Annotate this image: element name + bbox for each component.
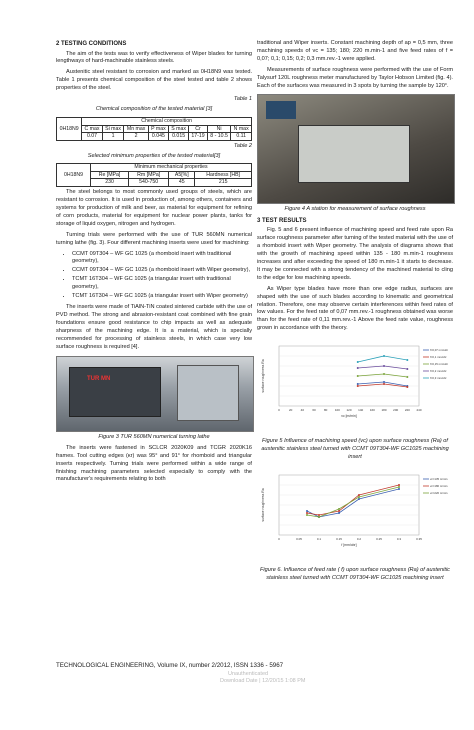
journal-footer: TECHNOLOGICAL ENGINEERING, Volume IX, number 2/2012, ISSN 1336 - 5967 <box>56 662 284 669</box>
lathe-panel <box>69 367 161 417</box>
data-point <box>383 365 385 367</box>
paragraph: traditional and Wiper inserts. Constant machining depth of ap = 0,5 mm, three machining speeds of vc = 135; 180; 220 m.min-1 and five feed rates of f = 0,07; 0,1; 0,15; 0,2; 0,3 mm.rev.-1 were applied. <box>257 40 453 62</box>
table-header-cell: Cr <box>189 125 208 133</box>
x-tick-label: 0.05 <box>296 537 302 542</box>
x-tick-label: 0 <box>278 537 280 542</box>
data-point <box>398 488 400 490</box>
data-point <box>318 516 320 518</box>
table-label: Table 2 <box>233 142 252 149</box>
right-column <box>257 40 453 586</box>
data-point <box>318 514 320 516</box>
data-point <box>398 484 400 486</box>
x-tick-label: 180 <box>381 408 387 413</box>
data-point <box>338 508 340 510</box>
y-axis-label: surface roughness Ra <box>261 359 265 393</box>
data-point <box>406 386 408 388</box>
table-header-cell: C max <box>82 125 103 133</box>
chart-roughness-vs-speed <box>257 340 453 432</box>
paragraph: Austenitic steel resistant to corrosion and marked as 0H18N9 was tested. Table 1 presents chemical composition of the steel tested and table 2 shows properties of the steel. <box>56 69 252 92</box>
paragraph: Measurements of surface roughness were performed with the use of Form Talysurf 120L roughness meter manufactured by Taylor Hobson Limited (fig. 4). Each of the surfaces was measured in 3 spots by turning the sample by 120°. <box>257 66 453 89</box>
legend-entry: f=0,15 mm/obr <box>430 362 449 367</box>
table-cell: 215 <box>195 179 252 187</box>
watermark: Unauthenticated <box>228 671 269 677</box>
insert-list <box>56 251 252 302</box>
left-column <box>56 40 252 487</box>
data-point <box>357 361 359 363</box>
legend-entry: f=0,3 mm/obr <box>430 376 447 381</box>
data-point <box>357 385 359 387</box>
x-tick-label: 0 <box>278 408 280 413</box>
table-cell: 0H18N9 <box>57 118 82 141</box>
table-header-cell: S max <box>168 125 188 133</box>
paragraph: Fig. 5 and 6 present influence of machining speed and feed rate upon Ra surface roughness parameter after turning of the tested material with the use of a rhomboid insert with Wiper geometry. The analysis of diagrams shows that with the growth of machining speed within 135 - 180 m.min-1 roughness increases and after exceeding the speed of 180 m.min-1 it starts to decrease. It may be connected with a strong tendency of the machined material to cling to the edge for low machining speeds. <box>257 227 453 281</box>
legend-entry: vc=135 m/min <box>430 477 448 482</box>
chart-roughness-vs-feed <box>257 469 453 561</box>
figure-caption: Figure 5 Influence of machining speed (vc) upon surface roughness (Ra) of austenitic stainless steel turned with CCMT 09T304-WF GC1025 machining insert <box>261 438 449 461</box>
lathe-door <box>177 365 239 421</box>
x-tick-label: 0.2 <box>356 537 362 542</box>
paragraph: As Wiper type blades have more than one edge radius, surfaces are shaped with the use of such blades according to kinematic and geometrical relation. Therefore, one may observe certain interferences within feed rates of low values. For the feed rate of 0,07 mm.rev.-1 roughness obtained was worse than for the feed rate of 0,11 mm.rev.-1 Above the feed rate value, roughness grown in accordance with the theory. <box>257 285 453 332</box>
list-item: • CCMT 09T304 – WF GC 1025 (a rhomboid insert with Wiper geometry), <box>72 267 252 275</box>
table-cell: 1 <box>102 133 124 141</box>
x-tick-label: 0.35 <box>416 537 422 542</box>
y-axis-label: surface roughness Ra <box>261 488 265 522</box>
watermark: Download Date | 12/20/15 1:08 PM <box>220 678 306 684</box>
paragraph: The inserts were made of TiAlN-TiN coated sintered carbide with the use of PVD method. The strong and abrasion-resistant coat combined with fine grain foundations ensure good resistance to chip impacts as well as adequate sharpness of the machining edge. It is a material, which is specially recommended for processing of stainless steels, in which case very low surface roughness is required [4]. <box>56 304 252 350</box>
table-header-cell: Mn max <box>124 125 149 133</box>
table-header-cell: Hardness [HB] <box>195 171 252 179</box>
x-tick-label: 0.1 <box>316 537 322 542</box>
talysurf-device <box>298 125 410 183</box>
data-point <box>406 376 408 378</box>
data-point <box>338 512 340 514</box>
roughness-station-photo <box>257 94 455 204</box>
data-point <box>358 496 360 498</box>
data-point <box>306 514 308 516</box>
x-tick-label: 200 <box>393 408 399 413</box>
lathe-brand-label: TUR MN <box>87 375 111 382</box>
lathe-photo <box>56 356 254 432</box>
table-cell: 0.045 <box>148 133 168 141</box>
table-header-cell: Re [MPa] <box>91 171 129 179</box>
x-tick-label: 40 <box>300 408 305 413</box>
data-point <box>383 373 385 375</box>
table-header-cell: Rm [MPa] <box>129 171 169 179</box>
x-tick-label: 100 <box>334 408 340 413</box>
x-tick-label: 0.15 <box>336 537 342 542</box>
table-mechanical-properties <box>56 163 252 187</box>
table-header-cell: Ni <box>207 125 231 133</box>
table-cell: 0H18N9 <box>57 164 91 187</box>
x-tick-label: 80 <box>323 408 328 413</box>
legend-entry: f=0,1 mm/obr <box>430 355 447 360</box>
data-point <box>358 498 360 500</box>
list-item: • TCMT 16T304 – WF GC 1025 (a triangular insert with Wiper geometry) <box>72 293 252 301</box>
x-axis-label: vc [m/min] <box>341 414 357 419</box>
x-tick-label: 160 <box>369 408 375 413</box>
x-tick-label: 20 <box>288 408 293 413</box>
legend-entry: vc=220 m/min <box>430 491 448 496</box>
list-item: • TCMT 16T304 – WF GC 1025 (a triangular insert with traditional geometry), <box>72 276 252 292</box>
table-caption: Chemical composition of the tested material [3] <box>95 106 213 113</box>
data-point <box>306 510 308 512</box>
paragraph: The aim of the tests was to verify effectiveness of Wiper blades for turning lengthways of hard-machinable stainless steels. <box>56 50 252 65</box>
legend-entry: f=0,2 mm/obr <box>430 369 447 374</box>
x-axis-label: f [mm/obr] <box>341 543 357 548</box>
table-cell: 17-19 <box>189 133 208 141</box>
x-tick-label: 220 <box>404 408 410 413</box>
table-header-cell: P max <box>148 125 168 133</box>
data-point <box>357 367 359 369</box>
x-tick-label: 60 <box>312 408 316 413</box>
table-cell: Minimum mechanical properties <box>91 164 252 172</box>
table-header-cell: Si max <box>102 125 124 133</box>
table-caption: Selected minimum properties of the tested material[3] <box>87 152 221 159</box>
section-heading: 3 TEST RESULTS <box>257 217 307 224</box>
figure-caption: Figure 4 A station for measurement of surface roughness <box>284 205 426 212</box>
paragraph: The steel belongs to most commonly used groups of steels, which are resistant to corrosion. It is used in production of, among others, containers and systems for production of milk and beer, as material for equipment for refining of corn products, material for equipment for nuclear power plants, tanks for storage of liquid oxygen, nitrogen and hydrogen. <box>56 188 252 227</box>
table-header-cell: N max <box>231 125 252 133</box>
x-tick-label: 0.25 <box>376 537 382 542</box>
table-cell: Chemical composition <box>82 118 252 126</box>
data-point <box>406 368 408 370</box>
x-tick-label: 0.3 <box>396 537 402 542</box>
data-point <box>383 381 385 383</box>
table-cell: 2 <box>124 133 149 141</box>
figure-caption: Figure 3 TUR 560MN numerical turning lathe <box>98 433 210 440</box>
section-heading: 2 TESTING CONDITIONS <box>56 41 127 47</box>
table-cell: 0.11 <box>231 133 252 141</box>
legend-entry: vc=180 m/min <box>430 484 448 489</box>
data-point <box>357 383 359 385</box>
data-point <box>383 383 385 385</box>
data-point <box>383 355 385 357</box>
table-cell: 0.015 <box>168 133 188 141</box>
list-item: • CCMT 09T304 – WF GC 1025 (a rhomboid insert with traditional geometry), <box>72 251 252 267</box>
x-tick-label: 120 <box>346 408 352 413</box>
data-point <box>358 494 360 496</box>
table-cell: 230 <box>91 179 129 187</box>
table-label: Table 1 <box>233 96 252 103</box>
table-cell: 540-750 <box>129 179 169 187</box>
table-chemical-composition <box>56 117 252 141</box>
table-header-cell: A5[%] <box>169 171 195 179</box>
paragraph: The inserts were fastened in SCLCR 2020K09 and TCGR 2020K16 frames. Tool cutting edges (κr) was 95° and 91° for rhomboid and triangular inserts respectively. Turning trials were performed within a wide range of finishing machining parameters selected especially to comply with the manufacturer's requirements relating to both <box>56 444 252 483</box>
paragraph: Turning trials were performed with the use of TUR 560MN numerical turning lathe (fig. 3). Four different machining inserts were used for machining: <box>56 231 252 246</box>
data-point <box>406 359 408 361</box>
table-cell: 8 - 10.5 <box>207 133 231 141</box>
data-point <box>398 486 400 488</box>
figure-caption: Figure 6. Influence of feed rate ( f) upon surface roughness (Ra) of austenitic stainless steel turned with CCMT 09T304-WF GC1025 machining insert <box>260 566 450 581</box>
data-point <box>306 512 308 514</box>
x-tick-label: 240 <box>416 408 422 413</box>
monitor-screen <box>266 101 296 119</box>
table-cell: 45 <box>169 179 195 187</box>
data-point <box>357 375 359 377</box>
legend-entry: f=0,07 mm/obr <box>430 348 449 353</box>
data-point <box>338 510 340 512</box>
table-cell: 0.07 <box>82 133 103 141</box>
x-tick-label: 140 <box>358 408 364 413</box>
